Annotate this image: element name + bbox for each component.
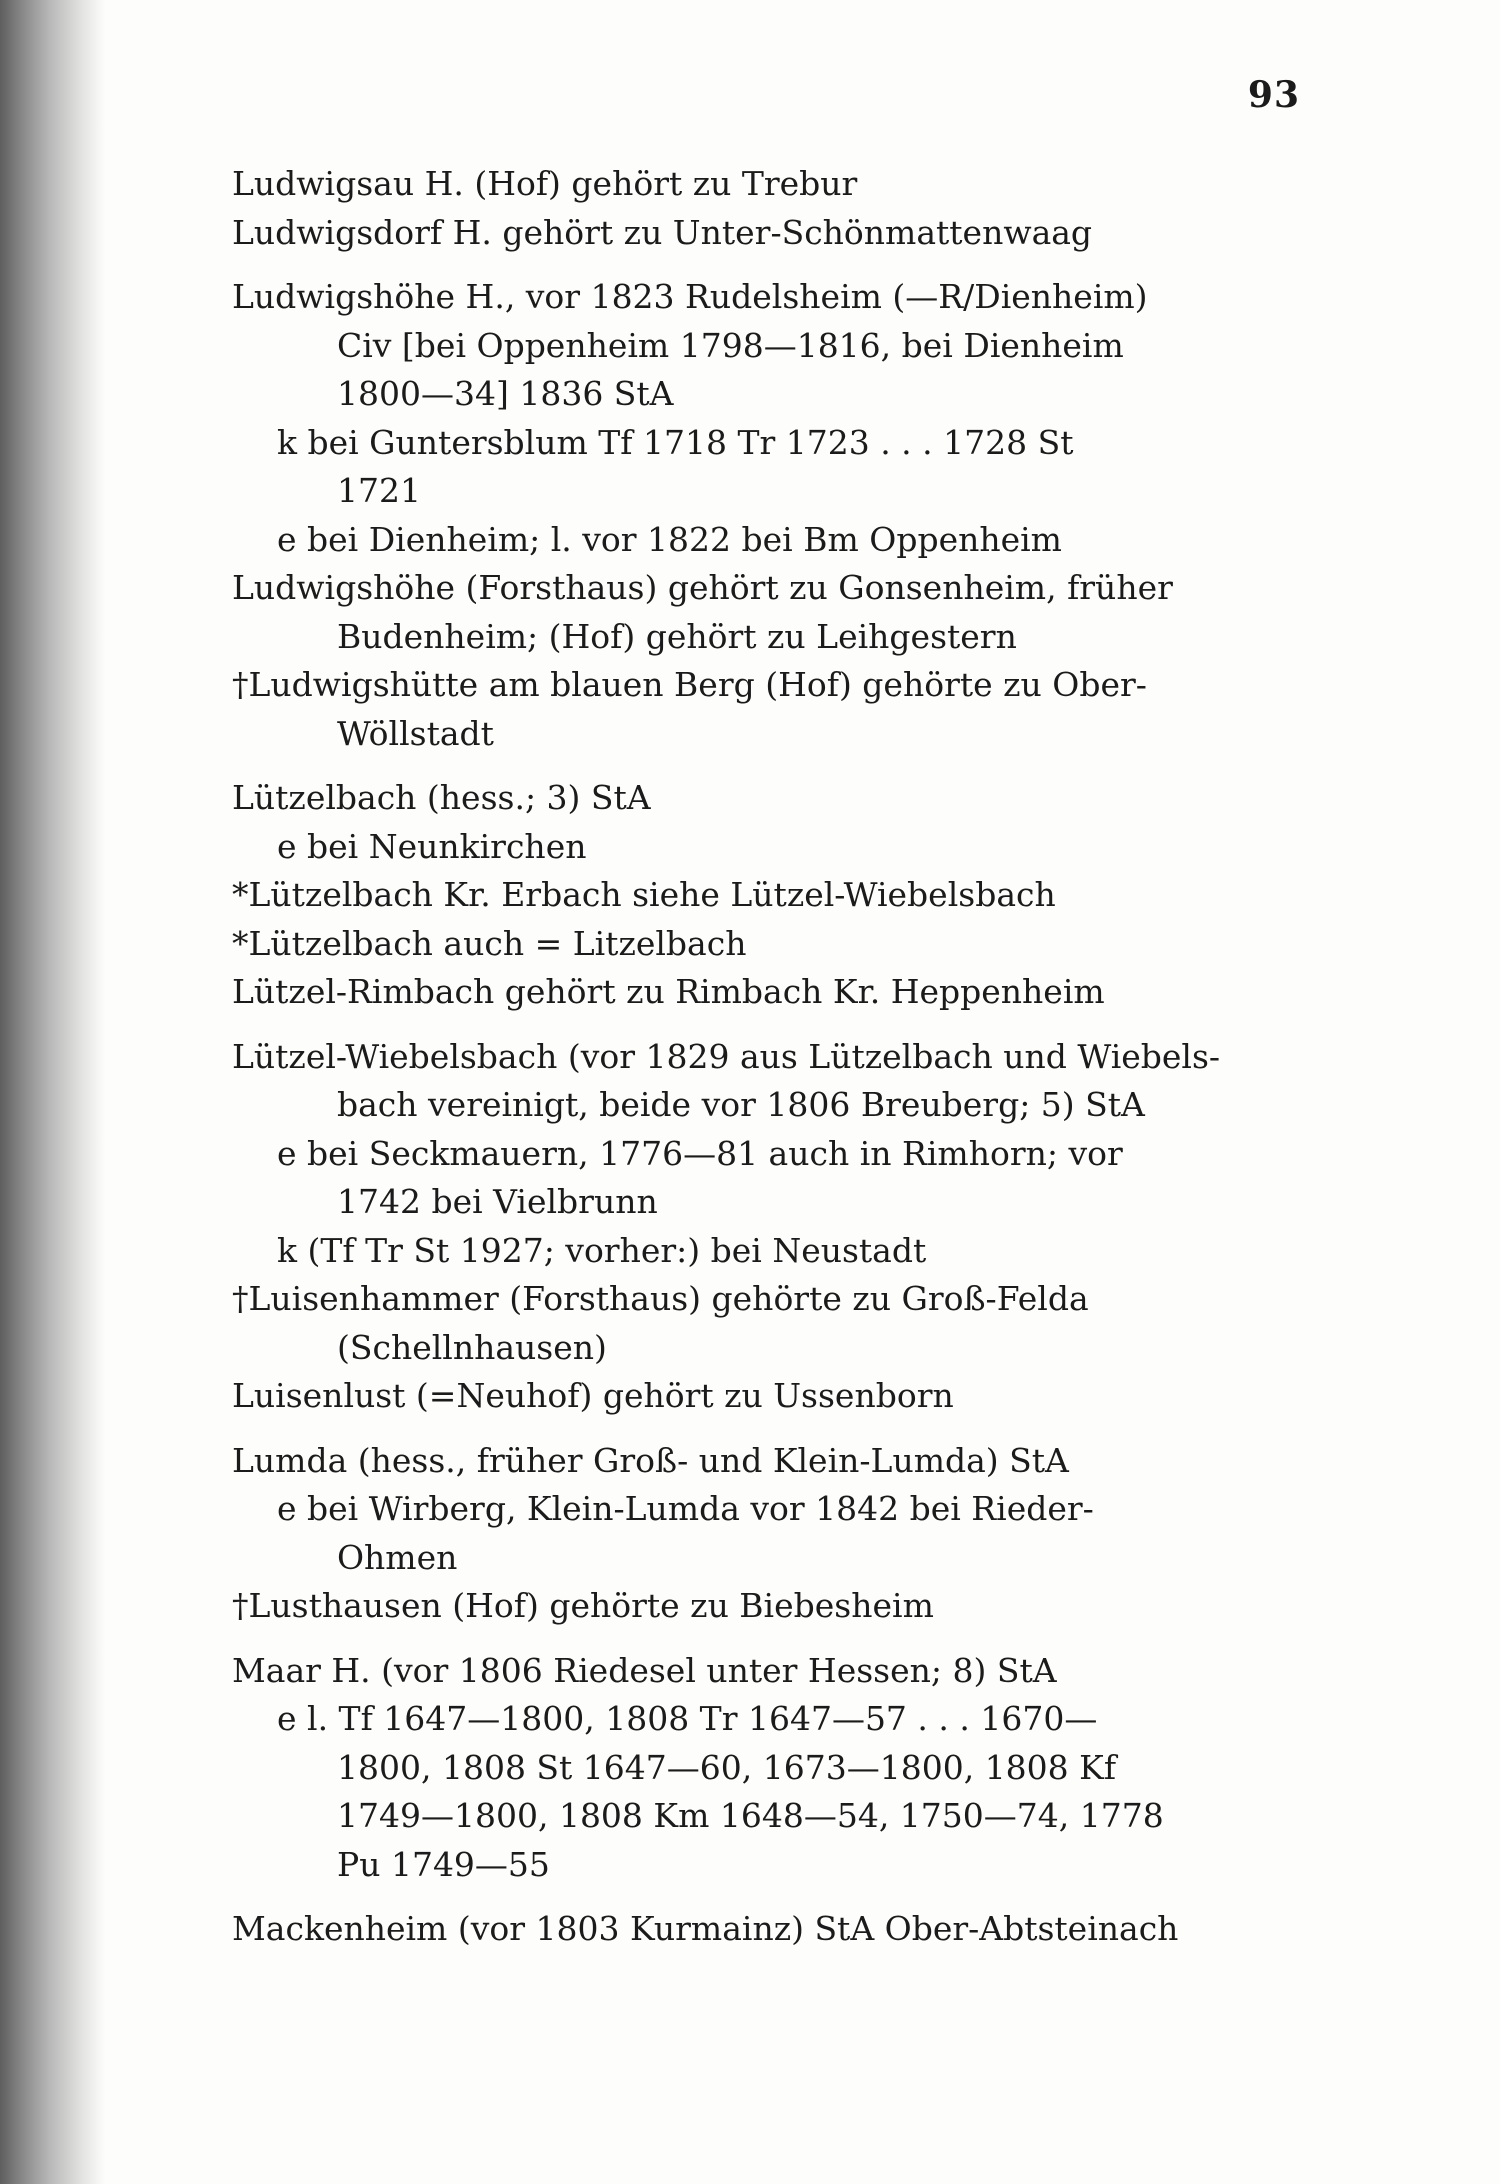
entry-headline: †Ludwigshütte am blauen Berg (Hof) gehörte zu Ober-	[232, 665, 1147, 704]
entry-continuation: 1749—1800, 1808 Km 1648—54, 1750—74, 1778	[337, 1796, 1164, 1835]
gazetteer-entries	[232, 160, 1302, 1954]
entry-continuation: e bei Dienheim; l. vor 1822 bei Bm Oppenheim	[277, 519, 1062, 559]
entry-headline: †Lusthausen (Hof) gehörte zu Biebesheim	[232, 1586, 934, 1625]
entry-continuation: (Schellnhausen)	[337, 1327, 607, 1367]
entry-continuation: e bei Seckmauern, 1776—81 auch in Rimhorn; vor	[277, 1133, 1123, 1173]
entry-headline: Maar H. (vor 1806 Riedesel unter Hessen; 8) StA	[232, 1650, 1057, 1690]
entry-continuation: Budenheim; (Hof) gehört zu Leihgestern	[337, 616, 1017, 656]
entry-continuation: e bei Wirberg, Klein-Lumda vor 1842 bei Rieder-	[277, 1489, 1094, 1528]
page-number: 93	[1247, 74, 1300, 116]
entry-headline: Lützelbach (hess.; 3) StA	[232, 778, 651, 817]
entry-gap	[232, 257, 1302, 273]
entry-continuation: 1800—34] 1836 StA	[337, 374, 674, 413]
entry-headline: Lützel-Wiebelsbach (vor 1829 aus Lützelbach und Wiebels-	[232, 1036, 1221, 1076]
entry-headline: Ludwigshöhe H., vor 1823 Rudelsheim (—R/Dienheim)	[232, 277, 1148, 316]
entry-continuation: Civ [bei Oppenheim 1798—1816, bei Dienheim	[337, 325, 1124, 365]
entry-gap	[232, 758, 1302, 774]
entry-continuation: Wöllstadt	[337, 713, 494, 753]
entry-gap	[232, 1421, 1302, 1437]
entry-headline: *Lützelbach Kr. Erbach siehe Lützel-Wiebelsbach	[232, 875, 1056, 914]
entry-continuation: 1721	[337, 471, 421, 510]
entry-headline: Ludwigshöhe (Forsthaus) gehört zu Gonsenheim, früher	[232, 568, 1173, 607]
entry-headline: Ludwigsdorf H. gehört zu Unter-Schönmattenwaag	[232, 212, 1093, 252]
entry-continuation: bach vereinigt, beide vor 1806 Breuberg; 5) StA	[337, 1085, 1145, 1124]
entry-gap	[232, 1017, 1302, 1033]
entry-headline: Lumda (hess., früher Groß- und Klein-Lumda) StA	[232, 1440, 1069, 1480]
entry-continuation: k bei Guntersblum Tf 1718 Tr 1723 . . . 1728 St	[277, 422, 1074, 462]
entry-gap	[232, 1631, 1302, 1647]
entry-headline: Mackenheim (vor 1803 Kurmainz) StA Ober-Abtsteinach	[232, 1909, 1179, 1948]
entry-headline: Ludwigsau H. (Hof) gehört zu Trebur	[232, 164, 858, 203]
entry-headline: †Luisenhammer (Forsthaus) gehörte zu Groß-Felda	[232, 1279, 1089, 1318]
entry-headline: Lützel-Rimbach gehört zu Rimbach Kr. Heppenheim	[232, 972, 1105, 1011]
entry-continuation: e l. Tf 1647—1800, 1808 Tr 1647—57 . . . 1670—	[277, 1699, 1098, 1738]
entry-continuation: 1742 bei Vielbrunn	[337, 1182, 658, 1221]
entry-headline: *Lützelbach auch = Litzelbach	[232, 923, 747, 963]
entry-continuation: k (Tf Tr St 1927; vorher:) bei Neustadt	[277, 1230, 927, 1270]
entry-gap	[232, 1889, 1302, 1905]
entry-continuation: e bei Neunkirchen	[277, 826, 587, 866]
book-gutter-shadow	[0, 0, 105, 2184]
entry-continuation: 1800, 1808 St 1647—60, 1673—1800, 1808 Kf	[337, 1747, 1117, 1787]
entry-headline: Luisenlust (=Neuhof) gehört zu Ussenborn	[232, 1376, 954, 1415]
entry-continuation: Pu 1749—55	[337, 1844, 550, 1884]
entry-continuation: Ohmen	[337, 1537, 458, 1577]
